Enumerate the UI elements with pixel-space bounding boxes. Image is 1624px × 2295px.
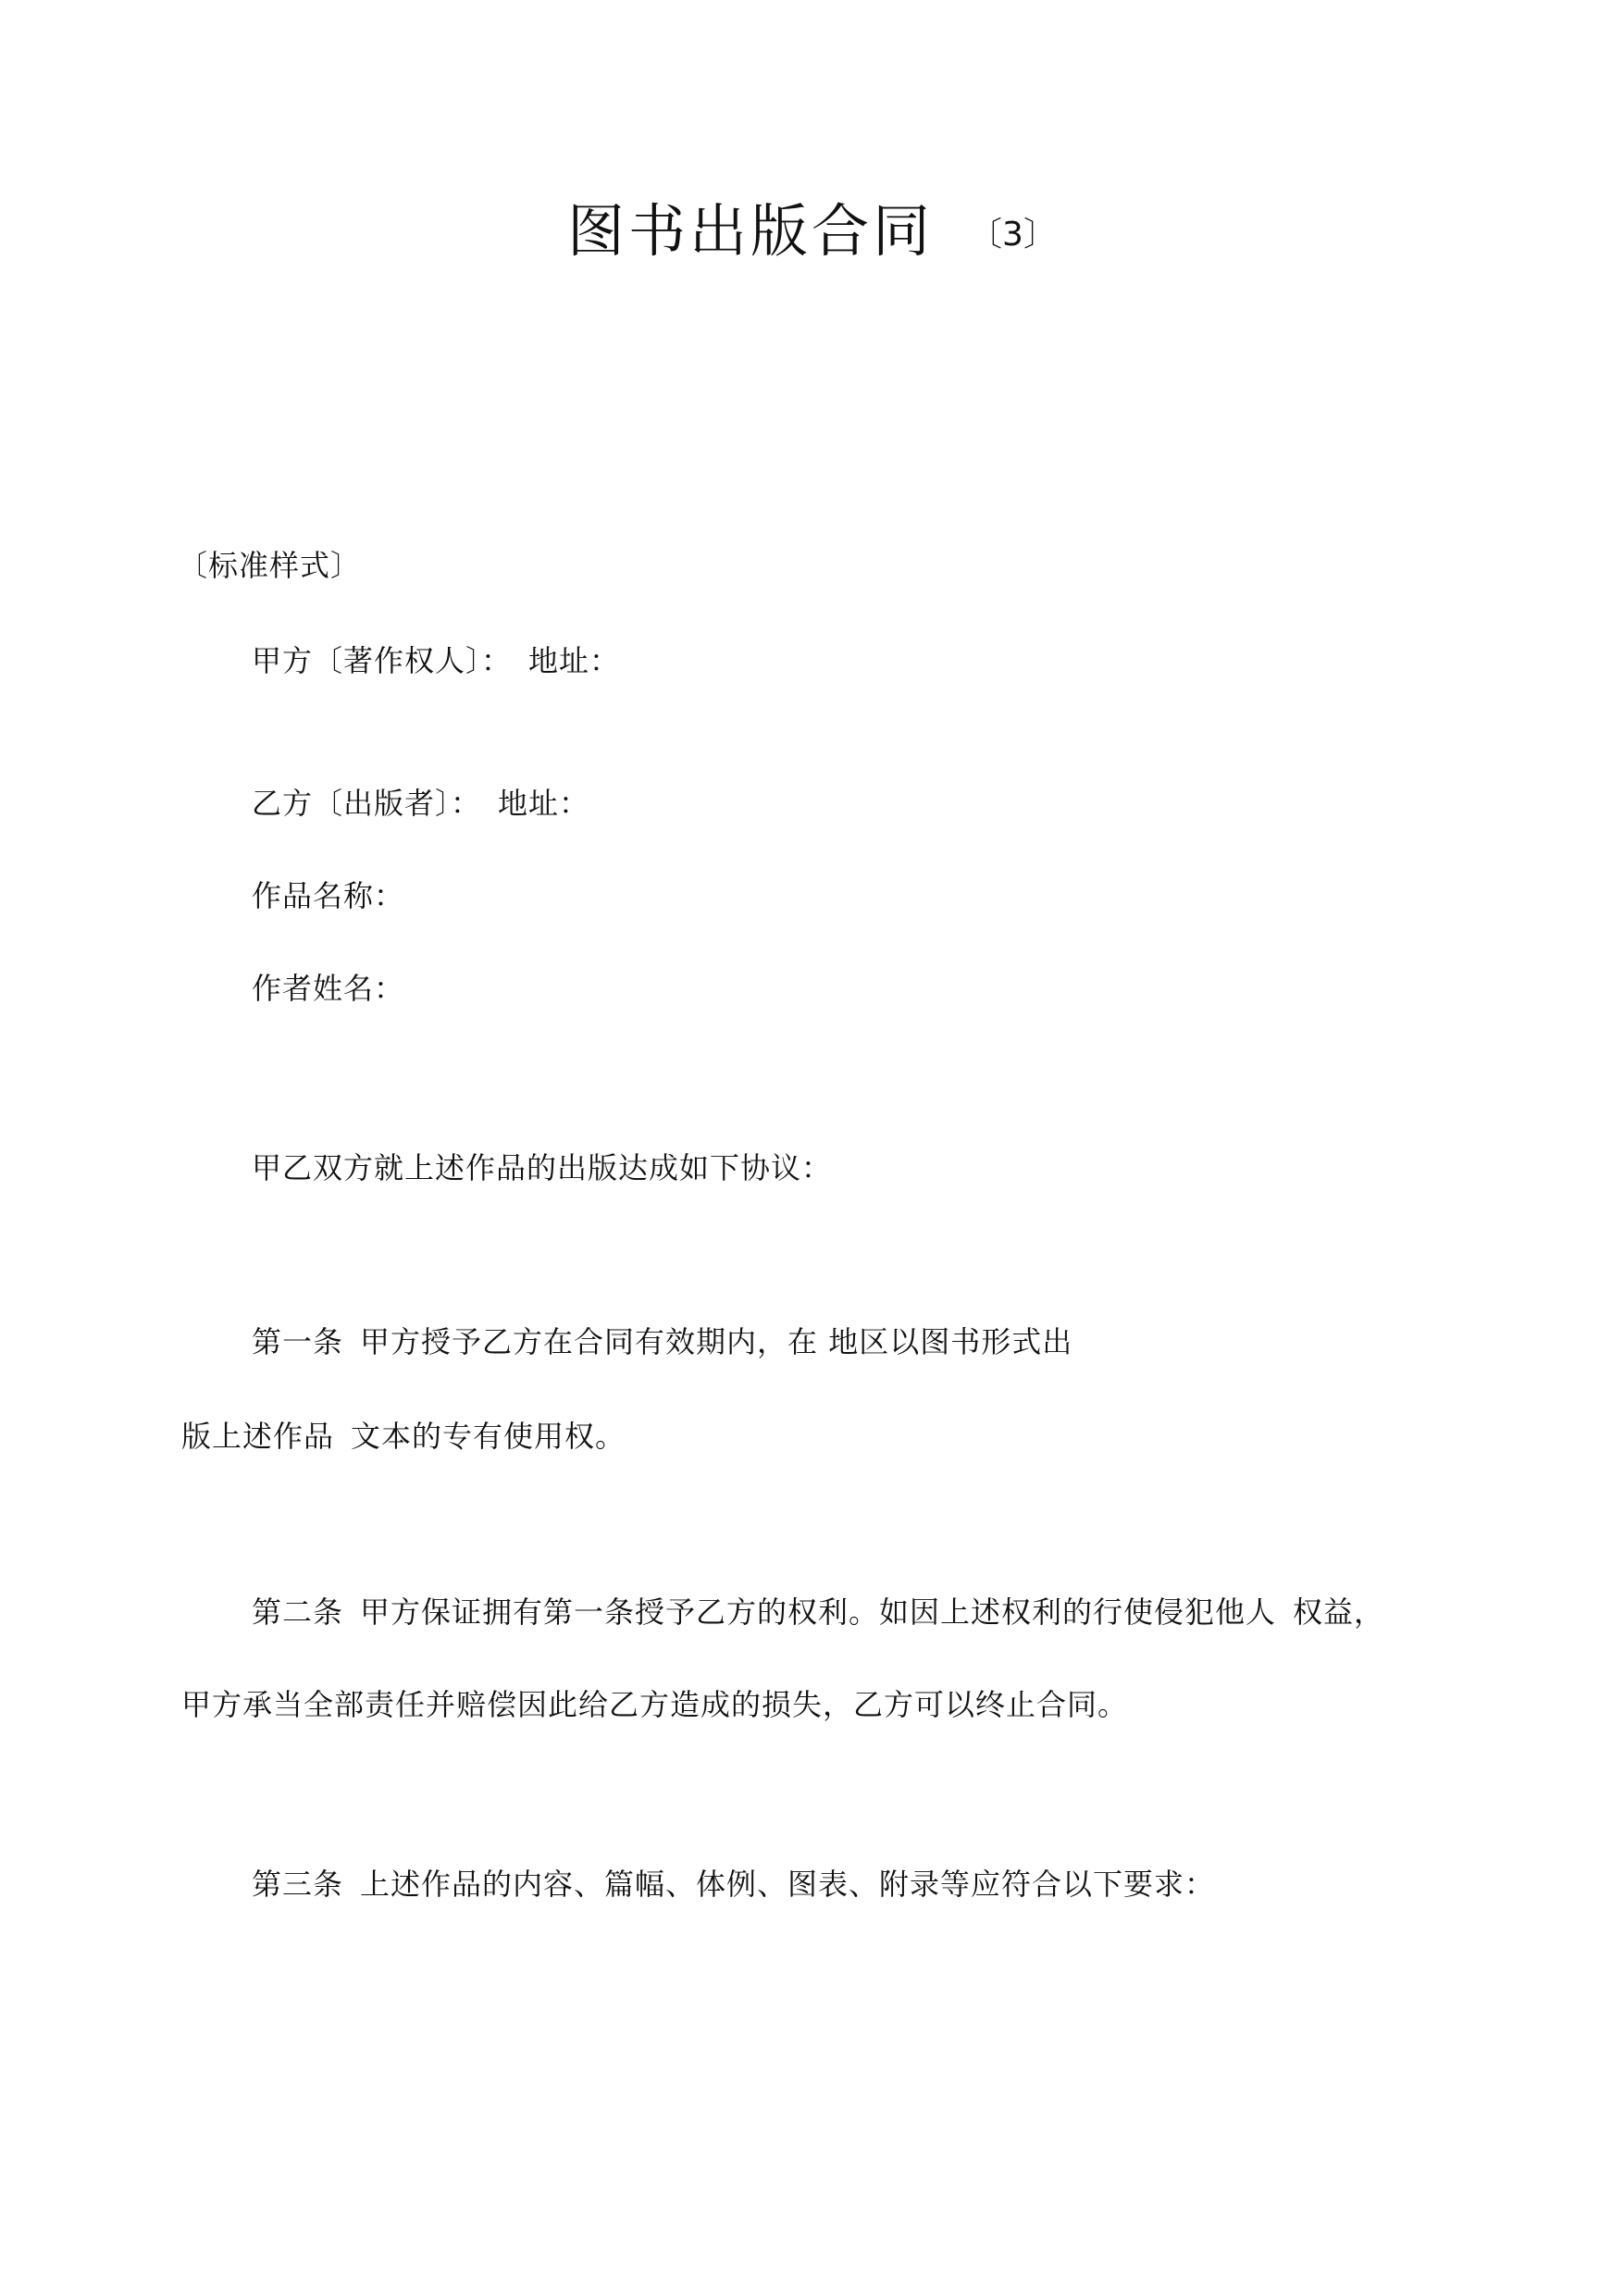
- article-1-line-1: [252, 1321, 1072, 1362]
- agreement-intro: 甲乙双方就上述作品的出版达成如下协议：: [252, 1150, 833, 1185]
- party-a-line: [252, 640, 620, 681]
- article-2-line-2: 甲方承当全部责任并赔偿因此给乙方造成的损失，乙方可以终止合同。: [181, 1687, 1129, 1722]
- article-2-heading: 第二条: [252, 1594, 344, 1630]
- article-1-heading: 第一条: [252, 1324, 344, 1359]
- work-name-label: 作品名称：: [252, 878, 405, 913]
- document-title-block: [0, 185, 1624, 267]
- style-note: 〔标准样式〕: [178, 548, 362, 583]
- article-2-text-1b: 权益，: [1293, 1594, 1385, 1630]
- document-title: 图书出版合同: [567, 197, 935, 265]
- party-b-line: [252, 783, 589, 824]
- article-1-text-1: 甲方授予乙方在合同有效期内，在 地区以图书形式出: [360, 1324, 1073, 1359]
- article-3-heading: 第三条: [252, 1867, 344, 1902]
- party-b-label: 乙方〔出版者〕：: [252, 786, 482, 821]
- party-a-address-label: 地址：: [528, 643, 621, 678]
- article-1-text-2b: 文本的专有使用权。: [351, 1419, 626, 1454]
- author-name-label: 作者姓名：: [252, 971, 405, 1006]
- article-1-text-2a: 版上述作品: [181, 1419, 335, 1454]
- party-b-address-label: 地址：: [498, 786, 590, 821]
- article-2-text-1a: 甲方保证拥有第一条授予乙方的权利。如因上述权利的行使侵犯他人: [360, 1594, 1277, 1630]
- document-title-number: 〔3〕: [969, 216, 1057, 254]
- article-3-line-1: [252, 1864, 1215, 1904]
- article-3-text-1: 上述作品的内容、篇幅、体例、图表、附录等应符合以下要求：: [360, 1867, 1216, 1902]
- party-a-label: 甲方〔著作权人〕：: [252, 643, 513, 678]
- article-2-line-1: [252, 1592, 1384, 1632]
- article-1-line-2: [181, 1416, 626, 1457]
